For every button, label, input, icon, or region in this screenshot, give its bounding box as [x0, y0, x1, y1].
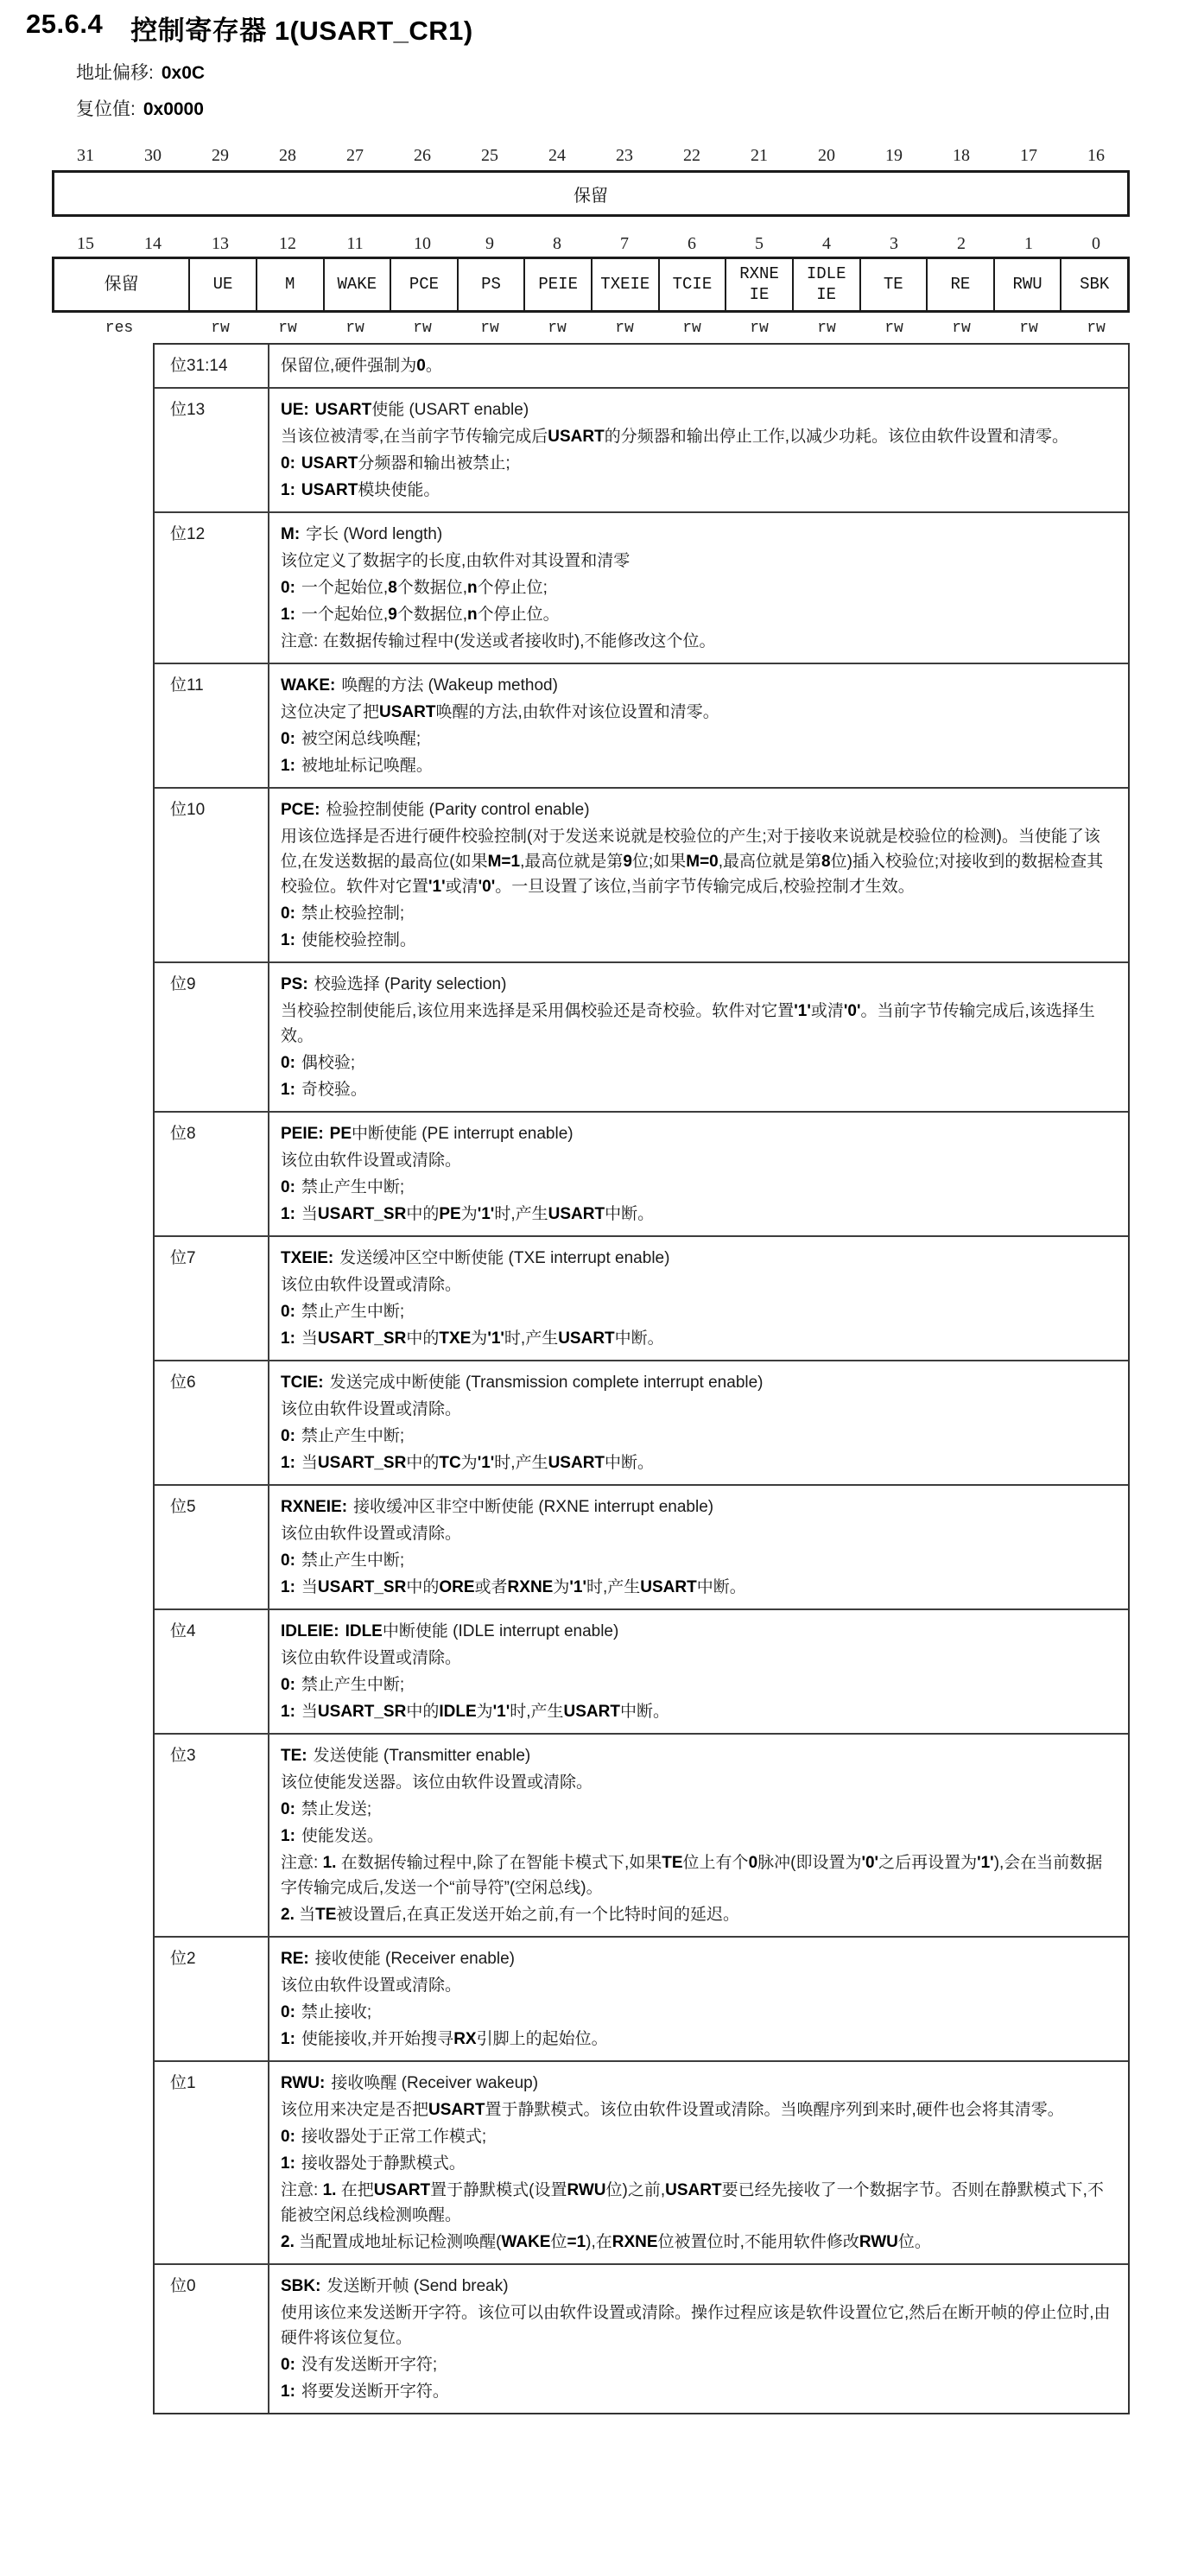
access-label: rw [750, 320, 769, 337]
desc-line: 1: 一个起始位,9个数据位,n个停止位。 [281, 606, 560, 624]
desc-line: 1: 使能发送。 [281, 1827, 383, 1845]
desc-line: 0: 禁止产生中断; [281, 1427, 405, 1445]
desc-line: RWU: 接收唤醒 (Receiver wakeup) [281, 2074, 539, 2092]
register-field-cell [256, 259, 323, 310]
line-prefix: 1: [281, 757, 295, 775]
desc-line: 1: 使能接收,并开始搜寻RX引脚上的起始位。 [281, 2030, 608, 2048]
bit-description [269, 389, 1128, 511]
line-prefix: 0: [281, 1178, 295, 1196]
line-prefix: SBK: [281, 2277, 321, 2295]
desc-line: 0: 禁止发送; [281, 1800, 372, 1818]
desc-row [155, 1111, 1128, 1235]
desc-line: 0: 禁止校验控制; [281, 904, 405, 923]
line-prefix: 1: [281, 2154, 295, 2173]
line-prefix: 0: [281, 579, 295, 597]
desc-row [155, 2060, 1128, 2263]
line-prefix: 0: [281, 1427, 295, 1445]
bit-number: 1 [1024, 233, 1033, 253]
register-meta [76, 55, 205, 128]
desc-line: 当该位被清零,在当前字节传输完成后USART的分频器和输出停止工作,以减少功耗。该位由软件设置和清零。 [281, 428, 1069, 446]
register-field-cell [457, 259, 524, 310]
bit-number: 10 [414, 233, 431, 253]
line-prefix: 1: [281, 481, 295, 499]
access-label: rw [345, 320, 364, 337]
line-prefix: 0: [281, 2128, 295, 2146]
bit-label: 位5 [155, 1486, 269, 1608]
access-label: res [105, 320, 134, 337]
desc-row [155, 961, 1128, 1111]
bit-number: 19 [885, 145, 903, 165]
bit-label: 位13 [155, 389, 269, 511]
desc-line: 该位由软件设置或清除。 [281, 1276, 462, 1294]
register-field-cell [993, 259, 1061, 310]
bit-label: 位10 [155, 789, 269, 961]
desc-line: 0: 偶校验; [281, 1054, 356, 1072]
bit-number: 0 [1092, 233, 1100, 253]
bit-description [269, 963, 1128, 1111]
desc-line: 这位决定了把USART唤醒的方法,由软件对该位设置和清零。 [281, 703, 719, 721]
desc-line: PS: 校验选择 (Parity selection) [281, 975, 507, 993]
line-prefix: 0: [281, 1054, 295, 1072]
desc-line: 0: 禁止产生中断; [281, 1178, 405, 1196]
line-prefix: TXEIE: [281, 1249, 334, 1267]
desc-row [155, 1733, 1128, 1936]
line-prefix: 0: [281, 1303, 295, 1321]
register-field-cell [591, 259, 658, 310]
bit-label: 位4 [155, 1610, 269, 1733]
register-field-cell [1060, 259, 1127, 310]
section-number: 25.6.4 [26, 9, 104, 39]
desc-line: SBK: 发送断开帧 (Send break) [281, 2277, 509, 2295]
register-diagram [52, 143, 1130, 339]
desc-line: 1: 奇校验。 [281, 1081, 367, 1099]
line-prefix: WAKE: [281, 676, 336, 695]
bit-number: 4 [822, 233, 831, 253]
address-offset-value: 0x0C [161, 63, 206, 83]
reserved-label: 保留 [573, 186, 608, 206]
bit-number: 12 [279, 233, 296, 253]
desc-line: 2. 当配置成地址标记检测唤醒(WAKE位=1),在RXNE位被置位时,不能用软件修改RWU位。 [281, 2233, 931, 2251]
desc-line: IDLEIE: IDLE中断使能 (IDLE interrupt enable) [281, 1622, 619, 1640]
reset-value-label: 复位值: [76, 99, 136, 119]
desc-line: TCIE: 发送完成中断使能 (Transmission complete interrupt enable) [281, 1374, 764, 1392]
desc-line: TE: 发送使能 (Transmitter enable) [281, 1747, 531, 1765]
line-prefix: 1: [281, 1454, 295, 1472]
desc-line: 1: 当USART_SR中的TXE为'1'时,产生USART中断。 [281, 1329, 664, 1348]
desc-line: M: 字长 (Word length) [281, 525, 443, 543]
bit-label: 位11 [155, 664, 269, 787]
access-label: rw [952, 320, 971, 337]
bit-number: 25 [481, 145, 498, 165]
line-prefix: UE: [281, 401, 309, 419]
bit-number: 9 [485, 233, 494, 253]
desc-line: PCE: 检验控制使能 (Parity control enable) [281, 801, 590, 819]
desc-line: 1: USART模块使能。 [281, 481, 440, 499]
bit-number: 26 [414, 145, 431, 165]
line-prefix: RWU: [281, 2074, 326, 2092]
register-field-label: M [284, 274, 295, 294]
bit-number: 30 [144, 145, 162, 165]
bit-description [269, 345, 1128, 387]
bit-label: 位9 [155, 963, 269, 1111]
bit-description [269, 1610, 1128, 1733]
desc-row [155, 1360, 1128, 1484]
address-offset-line [76, 55, 205, 92]
desc-line: 该位由软件设置或清除。 [281, 1649, 462, 1667]
register-field-cell [323, 259, 390, 310]
bit-number: 31 [77, 145, 94, 165]
desc-line: 注意: 在数据传输过程中(发送或者接收时),不能修改这个位。 [281, 632, 716, 650]
access-label: rw [884, 320, 903, 337]
access-label: rw [817, 320, 836, 337]
desc-line: 0: USART分频器和输出被禁止; [281, 454, 510, 473]
bit-description [269, 2062, 1128, 2263]
access-label: rw [615, 320, 634, 337]
desc-line: PEIE: PE中断使能 (PE interrupt enable) [281, 1125, 573, 1143]
register-field-cell [523, 259, 591, 310]
desc-row [155, 511, 1128, 663]
access-label: rw [682, 320, 701, 337]
desc-line: 0: 被空闲总线唤醒; [281, 730, 421, 748]
bit-description [269, 513, 1128, 663]
desc-line: RXNEIE: 接收缓冲区非空中断使能 (RXNE interrupt enable) [281, 1498, 714, 1516]
desc-row [155, 1608, 1128, 1733]
register-field-label: UE [212, 274, 233, 294]
desc-line: 1: 被地址标记唤醒。 [281, 757, 433, 775]
bit-description-table [153, 343, 1130, 2414]
register-field-label: TXEIE [600, 274, 650, 294]
register-field-label: SBK [1080, 274, 1110, 294]
register-field-label: IDLE IE [806, 263, 846, 304]
bit-number: 23 [616, 145, 633, 165]
line-prefix: PEIE: [281, 1125, 324, 1143]
desc-line: 注意: 1. 在把USART置于静默模式(设置RWU位)之前,USART要已经先接收了一个数据字节。否则在静默模式下,不能被空闲总线检测唤醒。 [281, 2181, 1104, 2224]
line-prefix: 0: [281, 1800, 295, 1818]
register-field-label: 保留 [104, 275, 139, 294]
line-prefix: 0: [281, 904, 295, 923]
register-field-cell [390, 259, 457, 310]
bit-number: 16 [1087, 145, 1105, 165]
bit-label: 位8 [155, 1113, 269, 1235]
desc-line: 0: 一个起始位,8个数据位,n个停止位; [281, 579, 548, 597]
desc-line: 1: 当USART_SR中的ORE或者RXNE为'1'时,产生USART中断。 [281, 1578, 746, 1596]
desc-line: 该位用来决定是否把USART置于静默模式。该位由软件设置或清除。当唤醒序列到来时,硬件也会将其清零。 [281, 2101, 1064, 2119]
bit-label: 位6 [155, 1361, 269, 1484]
desc-line: 2. 当TE被设置后,在真正发送开始之前,有一个比特时间的延迟。 [281, 1906, 739, 1924]
desc-row [155, 1484, 1128, 1608]
register-field-label: PCE [409, 274, 440, 294]
desc-line: 1: 接收器处于静默模式。 [281, 2154, 466, 2173]
access-row [52, 318, 1130, 339]
bit-description [269, 1237, 1128, 1360]
access-label: rw [1019, 320, 1038, 337]
bit-number: 2 [957, 233, 966, 253]
line-prefix: 1: [281, 2382, 295, 2401]
desc-line: RE: 接收使能 (Receiver enable) [281, 1950, 515, 1968]
desc-row [155, 1235, 1128, 1360]
desc-row [155, 2263, 1128, 2413]
bit-number: 8 [553, 233, 561, 253]
address-offset-label: 地址偏移: [76, 63, 154, 83]
bit-label: 位3 [155, 1735, 269, 1936]
bit-number: 3 [890, 233, 898, 253]
bit-number: 28 [279, 145, 296, 165]
register-field-cell [926, 259, 993, 310]
line-prefix: TCIE: [281, 1374, 324, 1392]
desc-line: UE: USART使能 (USART enable) [281, 401, 529, 419]
bit-number: 15 [77, 233, 94, 253]
bit-number: 7 [620, 233, 629, 253]
line-prefix: 1: [281, 1703, 295, 1721]
access-label: rw [548, 320, 567, 337]
desc-row [155, 787, 1128, 961]
desc-line: 该位使能发送器。该位由软件设置或清除。 [281, 1773, 593, 1792]
bit-description [269, 789, 1128, 961]
line-prefix: 1: [281, 1081, 295, 1099]
register-field-label: RE [950, 274, 971, 294]
register-field-label: TE [883, 274, 903, 294]
desc-line: 该位定义了数据字的长度,由软件对其设置和清零 [281, 552, 631, 570]
line-prefix: 0: [281, 2003, 295, 2021]
desc-line: 1: 将要发送断开字符。 [281, 2382, 449, 2401]
register-field-label: PEIE [538, 274, 578, 294]
register-field-cell [188, 259, 256, 310]
register-field-cell [792, 259, 859, 310]
line-prefix: 1: [281, 931, 295, 949]
bit-number: 11 [346, 233, 364, 253]
register-fields-row [52, 257, 1130, 313]
line-prefix: 1: [281, 1205, 295, 1223]
desc-line: 当校验控制使能后,该位用来选择是采用偶校验还是奇校验。软件对它置'1'或清'0'。当前字节传输完成后,该选择生效。 [281, 1002, 1095, 1045]
desc-row [155, 345, 1128, 387]
bit-number: 20 [818, 145, 835, 165]
desc-row [155, 1936, 1128, 2060]
line-prefix: 0: [281, 1676, 295, 1694]
bit-number: 29 [212, 145, 229, 165]
desc-line: 保留位,硬件强制为0。 [281, 357, 442, 375]
line-prefix: 0: [281, 730, 295, 748]
desc-line: 该位由软件设置或清除。 [281, 1525, 462, 1543]
bit-numbers-row-high [52, 143, 1130, 168]
register-field-cell [658, 259, 726, 310]
line-prefix: PS: [281, 975, 308, 993]
desc-line: 注意: 1. 在数据传输过程中,除了在智能卡模式下,如果TE位上有个0脉冲(即设置为'0'之后再设置为'1'),会在当前数据字传输完成后,发送一个“前导符”(空闲总线)。 [281, 1854, 1103, 1897]
register-field-label: RWU [1012, 274, 1042, 294]
bit-number: 27 [346, 145, 364, 165]
access-label: rw [480, 320, 499, 337]
bit-number: 18 [953, 145, 970, 165]
line-prefix: 0: [281, 454, 295, 473]
line-prefix: PCE: [281, 801, 320, 819]
line-prefix: 1: [281, 2030, 295, 2048]
desc-line: 1: 当USART_SR中的IDLE为'1'时,产生USART中断。 [281, 1703, 669, 1721]
line-prefix: IDLEIE: [281, 1622, 339, 1640]
register-field-cell [725, 259, 792, 310]
register-field-cell [859, 259, 927, 310]
bit-description [269, 664, 1128, 787]
line-prefix: 1: [281, 606, 295, 624]
register-field-label: RXNE IE [739, 263, 779, 304]
register-field-label: PS [481, 274, 501, 294]
access-label: rw [413, 320, 432, 337]
desc-row [155, 387, 1128, 511]
bit-description [269, 2265, 1128, 2413]
bit-number: 13 [212, 233, 229, 253]
desc-line: 0: 禁止接收; [281, 2003, 372, 2021]
bit-number: 6 [688, 233, 696, 253]
bit-label: 位2 [155, 1938, 269, 2060]
bit-label: 位0 [155, 2265, 269, 2413]
desc-line: 该位由软件设置或清除。 [281, 1152, 462, 1170]
bit-number: 5 [755, 233, 764, 253]
desc-line: 0: 禁止产生中断; [281, 1303, 405, 1321]
reserved-box-high [52, 170, 1130, 217]
bit-description [269, 1735, 1128, 1936]
reset-value-line [76, 92, 205, 128]
bit-description [269, 1486, 1128, 1608]
desc-line: 0: 禁止产生中断; [281, 1551, 405, 1570]
bit-numbers-row-low [52, 231, 1130, 257]
desc-line: 该位由软件设置或清除。 [281, 1976, 462, 1995]
bit-number: 24 [548, 145, 566, 165]
desc-line: 0: 没有发送断开字符; [281, 2356, 438, 2374]
bit-label: 位1 [155, 2062, 269, 2263]
access-label: rw [211, 320, 230, 337]
bit-number: 22 [683, 145, 700, 165]
desc-line: 0: 接收器处于正常工作模式; [281, 2128, 487, 2146]
line-prefix: TE: [281, 1747, 307, 1765]
register-field-cell [54, 259, 188, 310]
line-prefix: M: [281, 525, 301, 543]
reset-value-value: 0x0000 [143, 99, 204, 119]
desc-line: 用该位选择是否进行硬件校验控制(对于发送来说就是校验位的产生;对于接收来说就是校验位的检测)。当使能了该位,在发送数据的最高位(如果M=1,最高位就是第9位;如果M=0,最高位就是第8位)插入校验位;对接收到的数据检查其校验位。软件对它置'1'或清'0'。一旦设置了该位,当前字节传输完成后,校验控制才生效。 [281, 828, 1104, 896]
line-prefix: RXNEIE: [281, 1498, 348, 1516]
desc-line: 1: 当USART_SR中的PE为'1'时,产生USART中断。 [281, 1205, 655, 1223]
page-title [26, 9, 473, 48]
bit-number: 17 [1020, 145, 1037, 165]
desc-line: TXEIE: 发送缓冲区空中断使能 (TXE interrupt enable) [281, 1249, 670, 1267]
bit-number: 21 [751, 145, 768, 165]
desc-line: 0: 禁止产生中断; [281, 1676, 405, 1694]
line-prefix: 1: [281, 1578, 295, 1596]
register-field-label: TCIE [672, 274, 713, 294]
bit-label: 位12 [155, 513, 269, 663]
bit-label: 位7 [155, 1237, 269, 1360]
bit-description [269, 1938, 1128, 2060]
desc-line: 1: 使能校验控制。 [281, 931, 416, 949]
line-prefix: 0: [281, 2356, 295, 2374]
desc-line: WAKE: 唤醒的方法 (Wakeup method) [281, 676, 558, 695]
bit-description [269, 1361, 1128, 1484]
bit-label: 位31:14 [155, 345, 269, 387]
line-prefix: 1: [281, 1827, 295, 1845]
desc-line: 1: 当USART_SR中的TC为'1'时,产生USART中断。 [281, 1454, 655, 1472]
access-label: rw [1087, 320, 1106, 337]
section-title-text: 控制寄存器 1(USART_CR1) [130, 16, 473, 46]
line-prefix: RE: [281, 1950, 309, 1968]
line-prefix: 1: [281, 1329, 295, 1348]
desc-line: 使用该位来发送断开字符。该位可以由软件设置或清除。操作过程应该是软件设置位它,然后在断开帧的停止位时,由硬件将该位复位。 [281, 2304, 1111, 2347]
line-prefix: 0: [281, 1551, 295, 1570]
access-label: rw [278, 320, 297, 337]
desc-row [155, 663, 1128, 787]
bit-description [269, 1113, 1128, 1235]
desc-line: 该位由软件设置或清除。 [281, 1400, 462, 1418]
register-field-label: WAKE [337, 274, 377, 294]
bit-number: 14 [144, 233, 162, 253]
